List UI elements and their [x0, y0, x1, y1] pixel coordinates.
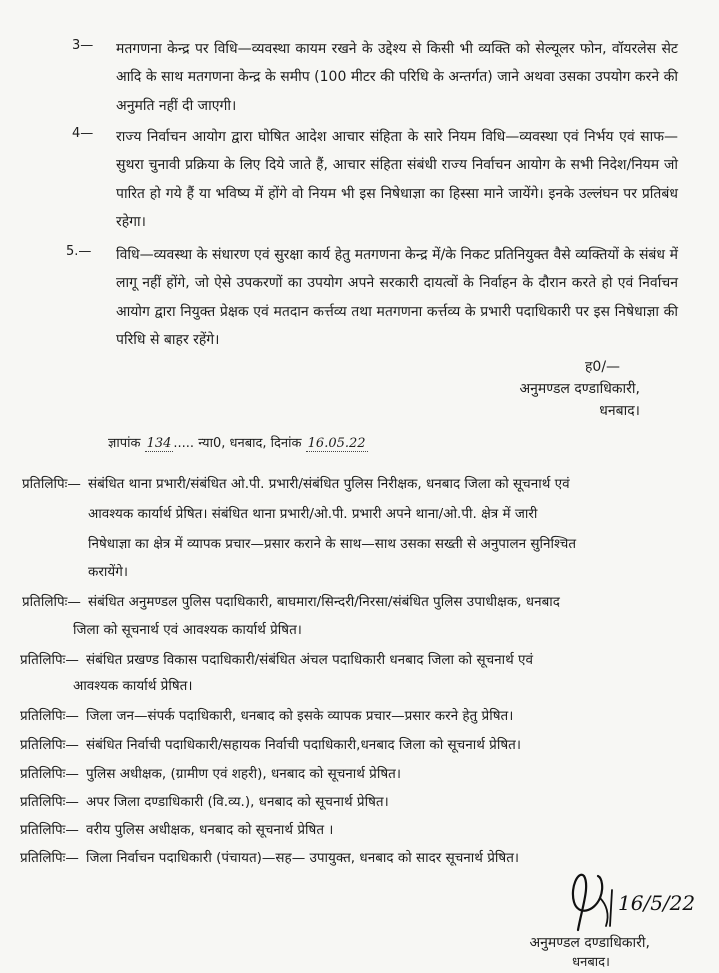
copy-line: आवश्यक कार्यार्थ प्रेषित। संबंधित थाना प्रभारी/ओ.पी. प्रभारी अपने थाना/ओ.पी. क्षेत्र में जारी	[88, 506, 538, 522]
memo-line: ज्ञापांक 134 ..... न्या0, धनबाद, दिनांक 16.05.22	[108, 436, 366, 451]
copy-line: जिला जन—संपर्क पदाधिकारी, धनबाद को इसके व्यापक प्रचार—प्रसार करने हेतु प्रेषित।	[86, 708, 514, 724]
copy-label: प्रतिलिपिः—	[20, 652, 79, 668]
copy-line: संबंधित अनुमण्डल पुलिस पदाधिकारी, बाघमारा/सिन्दरी/निरसा/संबंधित पुलिस उपाधीक्षक, धनबाद	[88, 594, 560, 610]
memo-prefix: ज्ञापांक	[108, 436, 141, 451]
copy-line: निषेधाज्ञा का क्षेत्र में व्यापक प्रचार—प्रसार कराने के साथ—साथ उसका सख्ती से अनुपालन सुनिश्चित	[88, 536, 577, 552]
sd-mark: ह0/—	[585, 359, 621, 375]
point-5-number: 5.—	[66, 244, 92, 259]
copy-label: प्रतिलिपिः—	[20, 822, 79, 838]
copy-line: आवश्यक कार्यार्थ प्रेषित।	[73, 678, 193, 694]
copy-label: प्रतिलिपिः—	[20, 737, 79, 753]
copy-line: जिला निर्वाचन पदाधिकारी (पंचायत)—सह— उपायुक्त, धनबाद को सादर सूचनार्थ प्रेषित।	[86, 850, 520, 866]
copy-line: अपर जिला दण्डाधिकारी (वि.व्य.), धनबाद को सूचनार्थ प्रेषित।	[86, 794, 389, 810]
point-4-number: 4—	[72, 126, 94, 141]
copy-line: संबंधित थाना प्रभारी/संबंधित ओ.पी. प्रभारी/संबंधित पुलिस निरीक्षक, धनबाद जिला को सूचनार्थ एवं	[88, 476, 570, 492]
copy-line: संबंधित प्रखण्ड विकास पदाधिकारी/संबंधित अंचल पदाधिकारी धनबाद जिला को सूचनार्थ एवं	[86, 652, 534, 668]
point-4-text: राज्य निर्वाचन आयोग द्वारा घोषित आदेश आचार संहिता के सारे नियम विधि—व्यवस्था एवं निर्भय एवं साफ—सुथरा चुनावी प्रक्रिया के लिए दिये जाते हैं, आचार संहिता संबंधी राज्य निर्वाचन आयोग के सभी निदेश/नियम जो पारित हो गये हैं या भविष्य में होंगे वो नियम भी इस निषेधाज्ञा का हिस्सा माने जायेंगे। इनके उल्लंघन पर प्रतिबंध रहेगा।	[116, 129, 678, 230]
point-3-text: मतगणना केन्द्र पर विधि—व्यवस्था कायम रखने के उद्देश्य से किसी भी व्यक्ति को सेल्यूलर फोन, वॉयरलेस सेट आदि के साथ मतगणना केन्द्र के समीप (100 मीटर की परिधि के अन्तर्गत) जाने अथवा उसका उपयोग करने की अनुमति नहीं दी जाएगी।	[116, 41, 678, 114]
signatory-designation: अनुमण्डल दण्डाधिकारी,	[529, 935, 650, 951]
copy-line: वरीय पुलिस अधीक्षक, धनबाद को सूचनार्थ प्रेषित ।	[86, 822, 334, 838]
signatory-designation: अनुमण्डल दण्डाधिकारी,	[519, 381, 640, 397]
memo-number: 134	[146, 436, 172, 451]
copy-line: करायेंगे।	[88, 564, 128, 580]
memo-mid: न्या0, धनबाद, दिनांक	[198, 436, 302, 451]
copy-label: प्रतिलिपिः—	[20, 708, 79, 724]
copy-label: प्रतिलिपिः—	[20, 850, 79, 866]
handwritten-date: 16/5/22	[618, 891, 696, 915]
signatory-place: धनबाद।	[572, 955, 610, 970]
copy-label: प्रतिलिपिः—	[22, 476, 81, 492]
memo-date: 16.05.22	[307, 436, 366, 451]
signatory-place: धनबाद।	[599, 403, 640, 419]
copy-line: संबंधित निर्वाची पदाधिकारी/सहायक निर्वाची पदाधिकारी,धनबाद जिला को सूचनार्थ प्रेषित।	[86, 737, 521, 753]
point-3-number: 3—	[72, 38, 94, 53]
copy-line: जिला को सूचनार्थ एवं आवश्यक कार्यार्थ प्रेषित।	[73, 622, 302, 638]
copy-label: प्रतिलिपिः—	[20, 766, 79, 782]
copy-label: प्रतिलिपिः—	[22, 594, 81, 610]
copy-line: पुलिस अधीक्षक, (ग्रामीण एवं शहरी), धनबाद को सूचनार्थ प्रेषित।	[86, 766, 401, 782]
signature-block-2	[480, 932, 650, 954]
signature-block-1	[480, 356, 640, 422]
point-5-text: विधि—व्यवस्था के संधारण एवं सुरक्षा कार्य हेतु मतगणना केन्द्र में/के निकट प्रतिनियुक्त वैसे व्यक्तियों के संबंध में लागू नहीं होंगे, जो ऐसे उपकरणों का उपयोग अपने सरकारी दायत्वों के निर्वाहन के दौरान करते हो एवं निर्वाचन आयोग द्वारा नियुक्त प्रेक्षक एवं मतदान कर्त्तव्य तथा मतगणना कर्त्तव्य के प्रभारी पदाधिकारी पर इस निषेधाज्ञा की परिधि से बाहर रहेंगे।	[116, 247, 678, 348]
copy-label: प्रतिलिपिः—	[20, 794, 79, 810]
handwritten-signature	[560, 868, 700, 938]
